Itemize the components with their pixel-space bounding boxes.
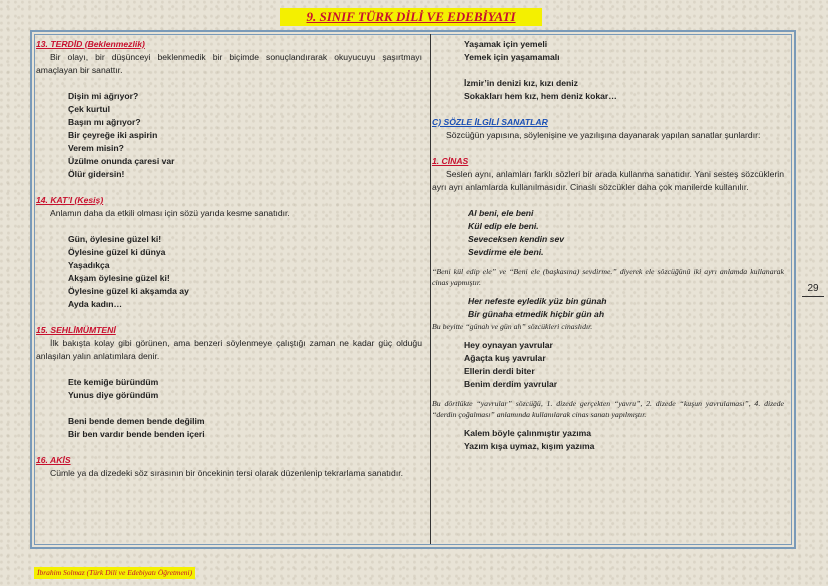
verse-line: Dişin mi ağrıyor?	[68, 91, 139, 101]
verse-line: Kül edip ele beni.	[468, 221, 539, 231]
verse-line: Ete kemiğe büründüm	[68, 377, 159, 387]
verse-line: Çek kurtul	[68, 104, 111, 114]
cinas-definition: Seslen aynı, anlamları farklı sözleri bir arada kullanma sanatıdır. Yani sesteş sözcüklerin ayrı ayrı anlamlarda kullanılmasıdır. Cinaslı sözcükler daha çok manilerde kullanılır.	[432, 169, 784, 192]
verse-line: Ölür gidersin!	[68, 169, 125, 179]
cinas-note: Bu dörtlükte “yavrular” sözcüğü, 1. dizede gerçekten “yavru”, 2. dizede “kuşun yavrulaması”, 4. dizede “derdin çoğalması” anlamında kullanılarak cinas sanatı yapılmıştır.	[432, 399, 784, 419]
verse-line: Seveceksen kendin sev	[468, 234, 565, 244]
sehlimumteni-heading: 15. SEHLİMÜMTENİ	[36, 325, 116, 335]
verse-line: Gün, öylesine güzel ki!	[68, 234, 162, 244]
terdid-definition: Bir olayı, bir düşünceyi beklenmedik bir biçimde sonuçlandırarak okuyucuyu şaşırtmayı amaçlayan bir sanattır.	[36, 52, 422, 75]
right-column	[432, 38, 784, 453]
kati-definition: Anlamın daha da etkili olması için sözü yarıda kesme sanatıdır.	[50, 208, 290, 218]
verse-line: Yunus diye göründüm	[68, 390, 159, 400]
sehlimumteni-definition: İlk bakışta kolay gibi görünen, ama benzeri söylenmeye çalıştığı zaman ne kadar güç olduğu anlaşılan yalın anlatımlara denir.	[36, 338, 422, 361]
verse-line: Yaşamak için yemeli	[464, 39, 548, 49]
verse-line: Ağaçta kuş yavrular	[464, 353, 546, 363]
verse-line: Ellerin derdi biter	[464, 366, 535, 376]
verse-line: Her nefeste eyledik yüz bin günah	[468, 296, 607, 306]
page-title: 9. SINIF TÜRK DİLİ VE EDEBİYATI	[280, 8, 542, 26]
cinas-heading: 1. CİNAS	[432, 156, 469, 166]
verse-line: Öylesine güzel ki akşamda ay	[68, 286, 189, 296]
terdid-heading: 13. TERDİD (Beklenmezlik)	[36, 39, 145, 49]
verse-line: Bir çeyreğe iki aspirin	[68, 130, 158, 140]
sozle-heading: C) SÖZLE İLGİLİ SANATLAR	[432, 117, 548, 127]
akis-definition: Cümle ya da dizedeki söz sırasının bir öncekinin tersi olarak düzenlenip tekrarlama sanatıdır.	[50, 468, 403, 478]
verse-line: Verem misin?	[68, 143, 124, 153]
verse-line: Benim derdim yavrular	[464, 379, 558, 389]
verse-line: Sevdirme ele beni.	[468, 247, 544, 257]
verse-line: Akşam öylesine güzel ki!	[68, 273, 170, 283]
column-divider	[430, 34, 431, 544]
verse-line: Hey oynayan yavrular	[464, 340, 553, 350]
verse-line: Başın mı ağrıyor?	[68, 117, 141, 127]
page-number: 29	[802, 283, 824, 297]
verse-line: Üzülme onunda çaresi var	[68, 156, 175, 166]
verse-line: Yazım kışa uymaz, kışım yazıma	[464, 441, 595, 451]
author-footer: İbrahim Solmaz (Türk Dili ve Edebiyatı Öğretmeni)	[34, 567, 195, 579]
akis-heading: 16. AKİS	[36, 455, 71, 465]
cinas-note: “Beni kül edip ele” ve “Beni ele (başkasına) sevdirme.” diyerek ele sözcüğünü iki ayrı anlamda kullanarak cinas yapmıştır.	[432, 267, 784, 287]
verse-line: Bir ben vardır bende benden içeri	[68, 429, 205, 439]
left-column	[36, 38, 422, 480]
cinas-note: Bu beyitte “günah ve gün ah” sözcükleri cinaslıdır.	[432, 322, 593, 331]
verse-line: İzmir’in denizi kız, kızı deniz	[464, 78, 578, 88]
verse-line: Beni bende demen bende değilim	[68, 416, 205, 426]
sozle-definition: Sözcüğün yapısına, söylenişine ve yazılışına dayanarak yapılan sanatlar şunlardır:	[446, 130, 761, 140]
verse-line: Kalem böyle çalınmıştır yazıma	[464, 428, 592, 438]
verse-line: Yaşadıkça	[68, 260, 110, 270]
verse-line: Al beni, ele beni	[468, 208, 534, 218]
kati-heading: 14. KAT’I (Kesiş)	[36, 195, 104, 205]
verse-line: Bir günaha etmedik hiçbir gün ah	[468, 309, 605, 319]
verse-line: Yemek için yaşamamalı	[464, 52, 560, 62]
verse-line: Ayda kadın…	[68, 299, 123, 309]
verse-line: Sokakları hem kız, hem deniz kokar…	[464, 91, 617, 101]
verse-line: Öylesine güzel ki dünya	[68, 247, 166, 257]
